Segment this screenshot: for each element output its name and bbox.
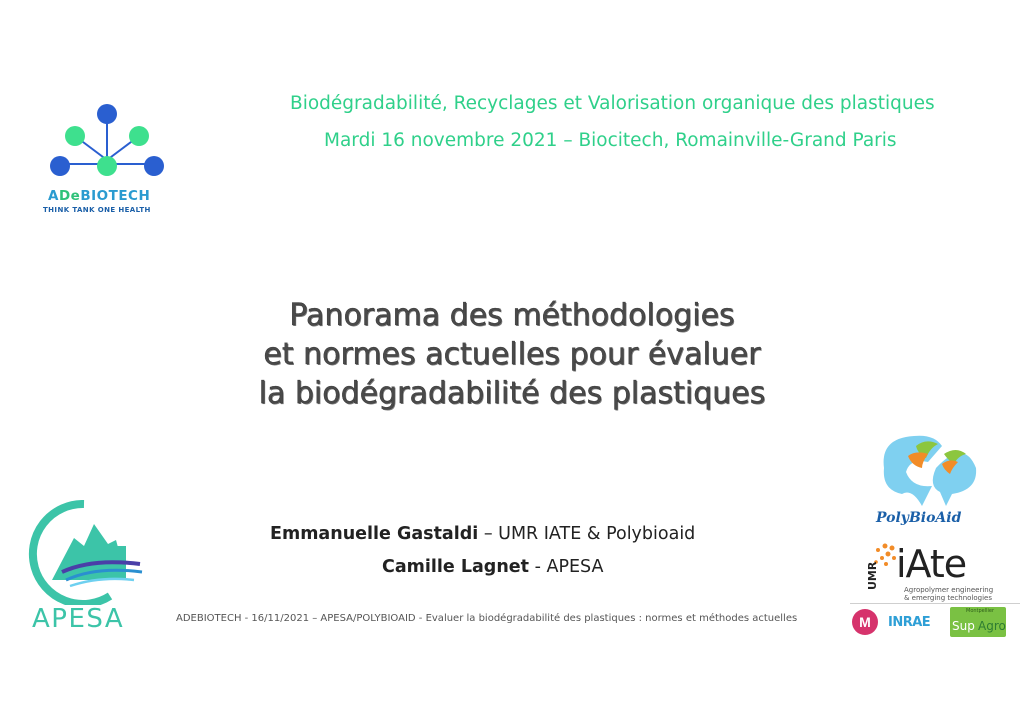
apesa-logo: [22, 500, 152, 640]
title-line-3: la biodégradabilité des plastiques: [258, 376, 766, 411]
iate-logo: [852, 540, 1012, 610]
speaker-1: [270, 524, 695, 544]
slide-footer: ADEBIOTECH - 16/11/2021 – APESA/POLYBIOAID - Evaluer la biodégradabilité des plastiques : normes et méthodes actuelles: [176, 613, 798, 624]
supagro-logo: [950, 607, 1006, 637]
title-line-1: Panorama des méthodologies: [289, 298, 735, 333]
universite-montpellier-logo: M: [852, 609, 878, 635]
speaker-1-affiliation: – UMR IATE & Polybioaid: [478, 524, 696, 544]
iate-wordmark: iAte: [896, 542, 967, 586]
adebiotech-molecule-icon: [40, 100, 190, 190]
polybioaid-bubble-icon: [872, 428, 982, 510]
apesa-mountain-icon: [22, 500, 152, 605]
partner-logos: [850, 605, 1020, 641]
title-line-2: et normes actuelles pour évaluer: [263, 337, 761, 372]
polybioaid-logo: [872, 428, 982, 533]
supagro-sup: Sup: [952, 619, 975, 633]
speaker-1-name: Emmanuelle Gastaldi: [270, 524, 479, 544]
partner-divider: [850, 603, 1020, 604]
supagro-agro: Agro: [978, 619, 1006, 633]
event-date-location: Mardi 16 novembre 2021 – Biocitech, Romainville-Grand Paris: [324, 130, 897, 151]
iate-subtitle-2: & emerging technologies: [904, 594, 992, 602]
inrae-logo: INRAE: [888, 615, 931, 630]
adebiotech-logo: [40, 100, 190, 220]
supagro-montpellier: Montpellier: [966, 608, 995, 614]
speaker-2: [382, 557, 603, 577]
iate-umr-label: UMR: [866, 561, 879, 590]
event-title: Biodégradabilité, Recyclages et Valorisation organique des plastiques: [290, 93, 935, 114]
apesa-wordmark: APESA: [32, 604, 125, 634]
adebiotech-tagline: THINK TANK ONE HEALTH: [43, 206, 151, 214]
speaker-2-affiliation: - APESA: [529, 557, 604, 577]
adebiotech-wordmark: ADeBIOTECH: [48, 188, 151, 204]
speaker-2-name: Camille Lagnet: [382, 557, 530, 577]
iate-subtitle-1: Agropolymer engineering: [904, 586, 994, 594]
presentation-title: [150, 296, 874, 413]
polybioaid-wordmark: PolyBioAid: [876, 510, 962, 526]
